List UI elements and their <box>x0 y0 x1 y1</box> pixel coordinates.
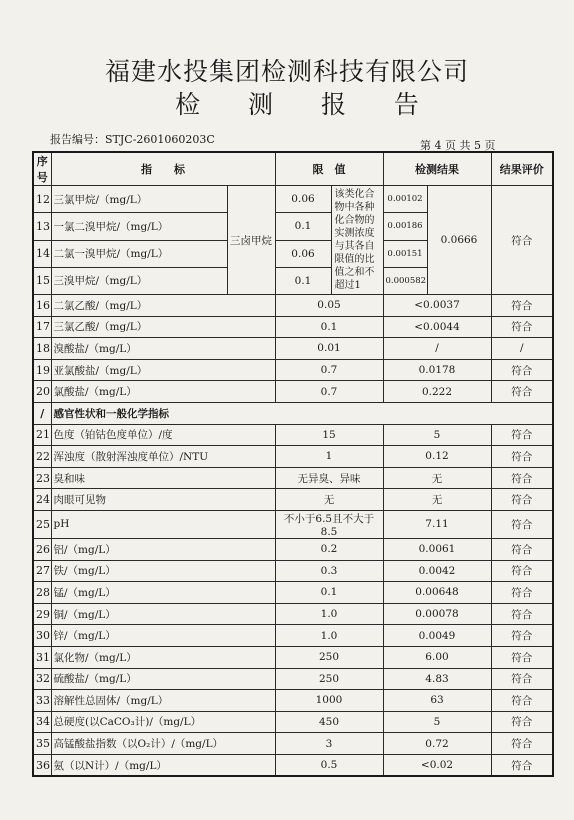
row-evaluation: 符合 <box>491 489 553 511</box>
row-seq: 20 <box>33 381 51 403</box>
table-row <box>33 338 553 360</box>
row-result: 0.00648 <box>383 582 491 604</box>
row-indicator: 锌/（mg/L） <box>51 625 275 647</box>
row-result: 0.72 <box>383 733 491 755</box>
row-limit: 无异臭、异味 <box>275 467 383 489</box>
row-limit: 无 <box>275 489 383 511</box>
document-title: 检 测 报 告 <box>175 90 439 119</box>
row-result: 0.00186 <box>383 213 427 240</box>
table-row <box>33 646 553 668</box>
row-limit: 0.06 <box>275 240 331 267</box>
section-row <box>33 402 553 424</box>
section-seq: / <box>33 402 51 424</box>
row-limit: 0.2 <box>275 538 383 560</box>
row-limit: 0.7 <box>275 359 383 381</box>
row-seq: 13 <box>33 213 51 240</box>
row-seq: 30 <box>33 625 51 647</box>
table-row <box>33 424 553 446</box>
row-seq: 21 <box>33 424 51 446</box>
table-header-row <box>33 152 553 186</box>
row-evaluation: 符合 <box>491 424 553 446</box>
row-evaluation: 符合 <box>491 467 553 489</box>
row-seq: 12 <box>33 186 51 213</box>
row-result: 6.00 <box>383 646 491 668</box>
row-indicator: 硫酸盐/（mg/L） <box>51 668 275 690</box>
row-indicator: 铁/（mg/L） <box>51 560 275 582</box>
row-limit: 250 <box>275 668 383 690</box>
row-result: 5 <box>383 711 491 733</box>
row-seq: 27 <box>33 560 51 582</box>
col-seq: 序号 <box>33 152 51 186</box>
table-row <box>33 467 553 489</box>
row-result: 0.222 <box>383 381 491 403</box>
table-row <box>33 186 553 213</box>
row-seq: 35 <box>33 733 51 755</box>
row-indicator: 氯酸盐/（mg/L） <box>51 381 275 403</box>
row-result: 0.00151 <box>383 240 427 267</box>
row-limit: 1.0 <box>275 625 383 647</box>
row-evaluation: 符合 <box>491 295 553 317</box>
table-row <box>33 668 553 690</box>
row-seq: 34 <box>33 711 51 733</box>
table-row <box>33 538 553 560</box>
row-result: 0.0061 <box>383 538 491 560</box>
table-row <box>33 295 553 317</box>
table-row <box>33 359 553 381</box>
row-result: / <box>383 338 491 360</box>
table-row <box>33 603 553 625</box>
row-seq: 22 <box>33 446 51 468</box>
row-seq: 16 <box>33 295 51 317</box>
row-result: 0.000582 <box>383 267 427 294</box>
results-table <box>32 151 554 777</box>
thm-evaluation: 符合 <box>491 186 553 295</box>
row-indicator: 高锰酸盐指数（以O₂计）/（mg/L） <box>51 733 275 755</box>
row-indicator: 浑浊度（散射浑浊度单位）/NTU <box>51 446 275 468</box>
row-result: 无 <box>383 489 491 511</box>
row-evaluation: 符合 <box>491 733 553 755</box>
table-row <box>33 446 553 468</box>
row-seq: 26 <box>33 538 51 560</box>
row-limit: 0.7 <box>275 381 383 403</box>
row-limit: 0.1 <box>275 316 383 338</box>
row-evaluation: 符合 <box>491 690 553 712</box>
row-limit: 450 <box>275 711 383 733</box>
row-evaluation: 符合 <box>491 754 553 776</box>
row-result: 0.0042 <box>383 560 491 582</box>
thm-note: 该类化合物中各种化合物的实测浓度与其各自限值的比值之和不超过1 <box>331 186 383 295</box>
row-indicator: 氨（以N计）/（mg/L） <box>51 754 275 776</box>
row-indicator: 溶解性总固体/（mg/L） <box>51 690 275 712</box>
table-row <box>33 690 553 712</box>
row-evaluation: 符合 <box>491 538 553 560</box>
row-result: 0.0049 <box>383 625 491 647</box>
table-row <box>33 754 553 776</box>
row-limit: 1.0 <box>275 603 383 625</box>
row-evaluation: 符合 <box>491 316 553 338</box>
page-info: 第 4 页 共 5 页 <box>420 139 496 152</box>
row-indicator: 二氯乙酸/（mg/L） <box>51 295 275 317</box>
row-indicator: 总硬度(以CaCO₃计)/（mg/L） <box>51 711 275 733</box>
row-evaluation: 符合 <box>491 381 553 403</box>
row-result: 63 <box>383 690 491 712</box>
row-seq: 18 <box>33 338 51 360</box>
thm-group-label: 三卤甲烷 <box>227 186 275 295</box>
row-indicator: 肉眼可见物 <box>51 489 275 511</box>
row-evaluation: 符合 <box>491 560 553 582</box>
row-indicator: 三氯乙酸/（mg/L） <box>51 316 275 338</box>
table-row <box>33 510 553 538</box>
row-evaluation: 符合 <box>491 668 553 690</box>
row-evaluation: 符合 <box>491 625 553 647</box>
table-row <box>33 733 553 755</box>
row-seq: 19 <box>33 359 51 381</box>
row-indicator: 锰/（mg/L） <box>51 582 275 604</box>
row-seq: 33 <box>33 690 51 712</box>
row-limit: 0.5 <box>275 754 383 776</box>
row-result: <0.0044 <box>383 316 491 338</box>
row-indicator: 三氯甲烷/（mg/L） <box>51 186 227 213</box>
row-seq: 36 <box>33 754 51 776</box>
row-result: 0.0178 <box>383 359 491 381</box>
row-limit: 不小于6.5且不大于8.5 <box>275 510 383 538</box>
row-limit: 250 <box>275 646 383 668</box>
row-seq: 32 <box>33 668 51 690</box>
row-limit: 0.05 <box>275 295 383 317</box>
row-evaluation: / <box>491 338 553 360</box>
row-limit: 0.1 <box>275 213 331 240</box>
row-evaluation: 符合 <box>491 582 553 604</box>
row-result: 7.11 <box>383 510 491 538</box>
row-seq: 23 <box>33 467 51 489</box>
row-seq: 17 <box>33 316 51 338</box>
row-limit: 0.3 <box>275 560 383 582</box>
row-indicator: pH <box>51 510 275 538</box>
row-evaluation: 符合 <box>491 646 553 668</box>
row-seq: 28 <box>33 582 51 604</box>
row-limit: 1000 <box>275 690 383 712</box>
row-indicator: 二氯一溴甲烷/（mg/L） <box>51 240 227 267</box>
row-indicator: 氯化物/（mg/L） <box>51 646 275 668</box>
row-seq: 14 <box>33 240 51 267</box>
row-indicator: 一氯二溴甲烷/（mg/L） <box>51 213 227 240</box>
row-result: 5 <box>383 424 491 446</box>
row-indicator: 铝/（mg/L） <box>51 538 275 560</box>
row-indicator: 亚氯酸盐/（mg/L） <box>51 359 275 381</box>
row-indicator: 三溴甲烷/（mg/L） <box>51 267 227 294</box>
row-evaluation: 符合 <box>491 446 553 468</box>
row-seq: 29 <box>33 603 51 625</box>
row-evaluation: 符合 <box>491 603 553 625</box>
thm-total-result: 0.0666 <box>427 186 491 295</box>
col-indicator: 指 标 <box>51 152 275 186</box>
row-result: <0.0037 <box>383 295 491 317</box>
col-result: 检测结果 <box>383 152 491 186</box>
row-limit: 0.1 <box>275 267 331 294</box>
report-number: 报告编号：STJC-2601060203C <box>50 133 215 146</box>
row-limit: 0.1 <box>275 582 383 604</box>
col-evaluation: 结果评价 <box>491 152 553 186</box>
row-limit: 0.06 <box>275 186 331 213</box>
row-result: 4.83 <box>383 668 491 690</box>
row-result: <0.02 <box>383 754 491 776</box>
row-evaluation: 符合 <box>491 510 553 538</box>
row-result: 无 <box>383 467 491 489</box>
row-limit: 1 <box>275 446 383 468</box>
row-result: 0.00078 <box>383 603 491 625</box>
col-limit: 限 值 <box>275 152 383 186</box>
table-row <box>33 489 553 511</box>
row-indicator: 色度（铂钴色度单位）/度 <box>51 424 275 446</box>
row-indicator: 臭和味 <box>51 467 275 489</box>
row-evaluation: 符合 <box>491 711 553 733</box>
row-result: 0.00102 <box>383 186 427 213</box>
row-seq: 24 <box>33 489 51 511</box>
section-title: 感官性状和一般化学指标 <box>51 402 553 424</box>
row-limit: 0.01 <box>275 338 383 360</box>
company-name: 福建水投集团检测科技有限公司 <box>104 57 469 86</box>
row-seq: 15 <box>33 267 51 294</box>
row-indicator: 溴酸盐/（mg/L） <box>51 338 275 360</box>
table-row <box>33 381 553 403</box>
table-row <box>33 560 553 582</box>
row-result: 0.12 <box>383 446 491 468</box>
row-indicator: 铜/（mg/L） <box>51 603 275 625</box>
row-limit: 3 <box>275 733 383 755</box>
table-row <box>33 625 553 647</box>
row-limit: 15 <box>275 424 383 446</box>
table-row <box>33 316 553 338</box>
row-seq: 31 <box>33 646 51 668</box>
table-row <box>33 582 553 604</box>
table-row <box>33 711 553 733</box>
row-seq: 25 <box>33 510 51 538</box>
row-evaluation: 符合 <box>491 359 553 381</box>
